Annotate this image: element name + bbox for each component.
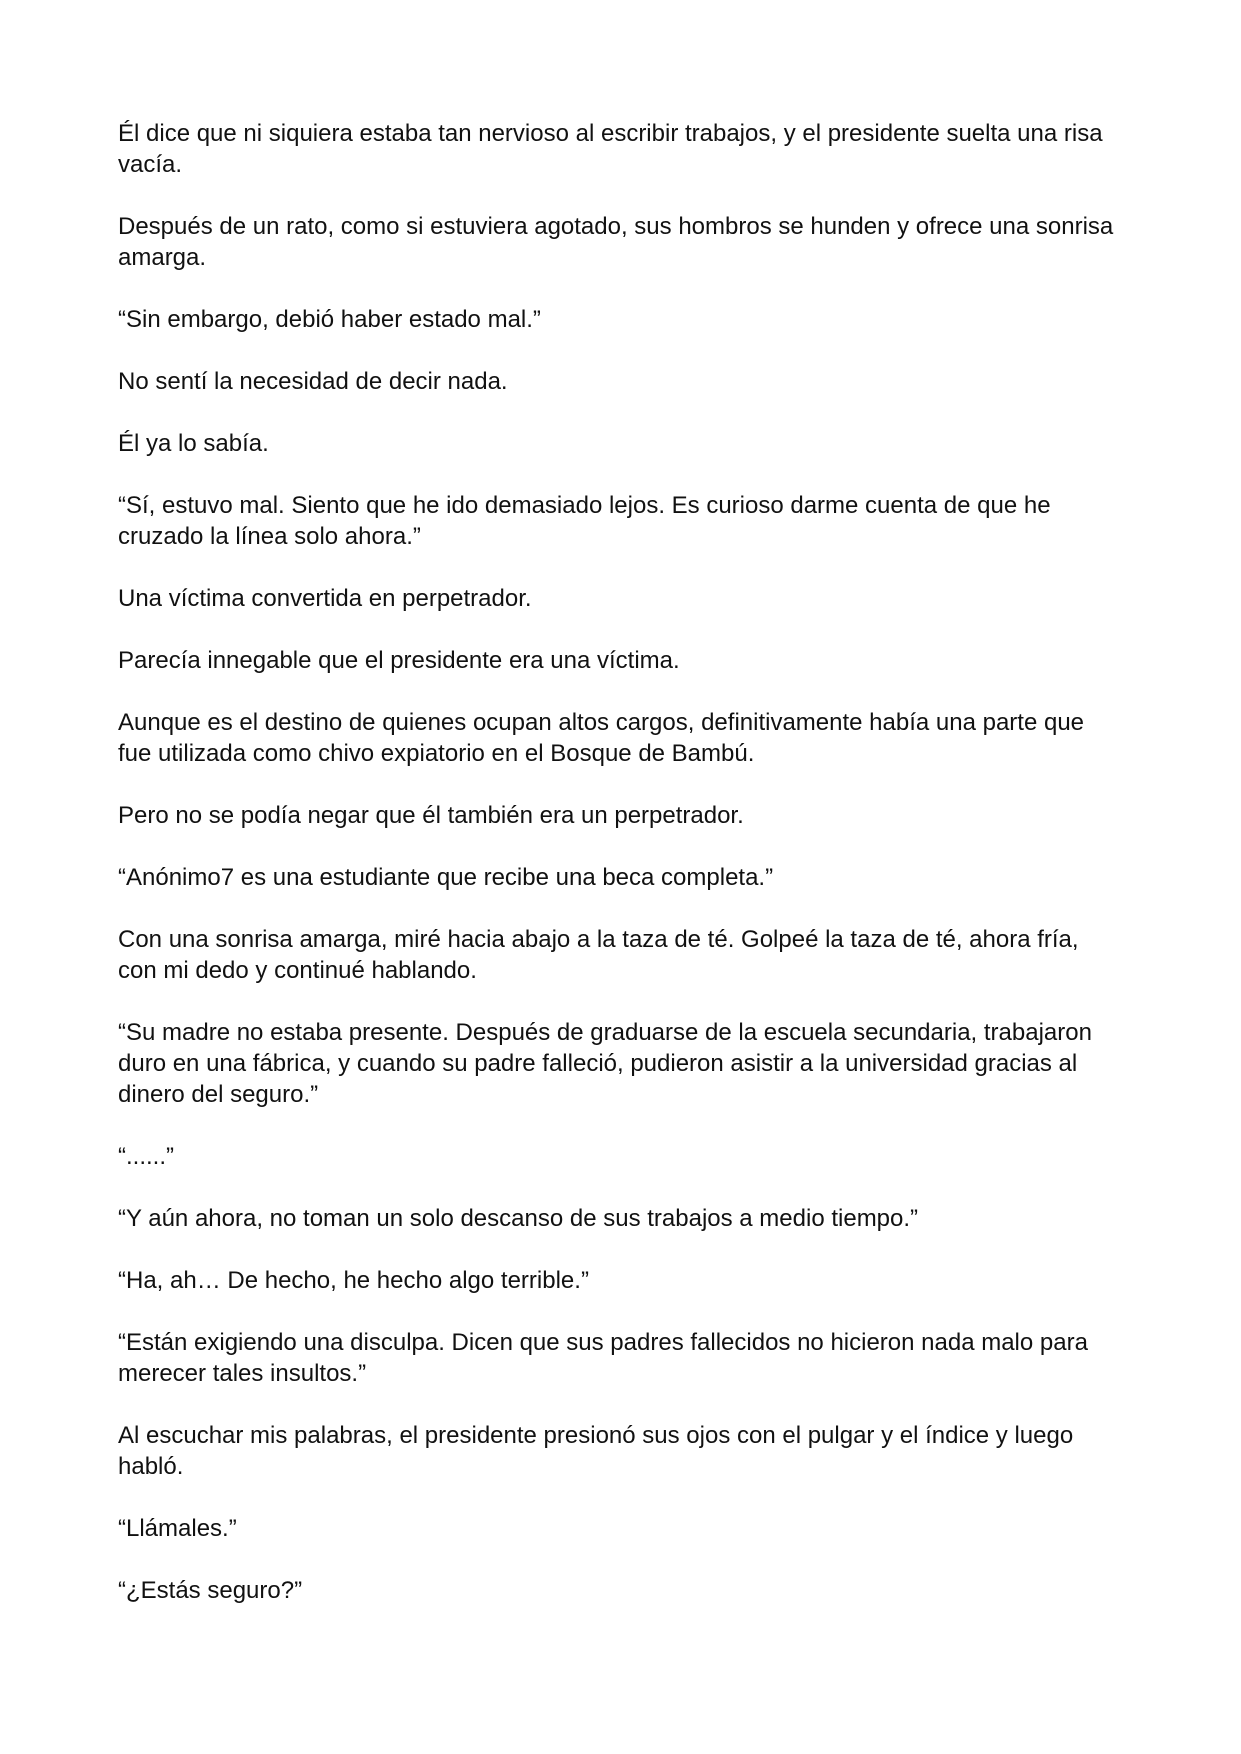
paragraph-3: “Sin embargo, debió haber estado mal.” — [118, 306, 541, 333]
paragraph-20: “¿Estás seguro?” — [118, 1577, 303, 1604]
document-body — [118, 118, 1118, 1637]
paragraph-11: “Anónimo7 es una estudiante que recibe una beca completa.” — [118, 864, 774, 891]
paragraph-1: Él dice que ni siquiera estaba tan nervioso al escribir trabajos, y el presidente suelta una risa vacía. — [118, 120, 1103, 178]
paragraph-16: “Ha, ah… De hecho, he hecho algo terrible.” — [118, 1267, 589, 1294]
paragraph-17: “Están exigiendo una disculpa. Dicen que sus padres fallecidos no hicieron nada malo para merecer tales insultos.” — [118, 1329, 1088, 1387]
paragraph-6: “Sí, estuvo mal. Siento que he ido demasiado lejos. Es curioso darme cuenta de que he cruzado la línea solo ahora.” — [118, 492, 1051, 550]
paragraph-7: Una víctima convertida en perpetrador. — [118, 585, 532, 612]
paragraph-14: “......” — [118, 1143, 174, 1170]
paragraph-5: Él ya lo sabía. — [118, 430, 269, 457]
paragraph-13: “Su madre no estaba presente. Después de graduarse de la escuela secundaria, trabajaron duro en una fábrica, y cuando su padre falleció, pudieron asistir a la universidad gracias al dinero del seguro.” — [118, 1019, 1092, 1108]
paragraph-12: Con una sonrisa amarga, miré hacia abajo a la taza de té. Golpeé la taza de té, ahora fría, con mi dedo y continué hablando. — [118, 926, 1079, 984]
paragraph-15: “Y aún ahora, no toman un solo descanso de sus trabajos a medio tiempo.” — [118, 1205, 919, 1232]
paragraph-4: No sentí la necesidad de decir nada. — [118, 368, 508, 395]
paragraph-9: Aunque es el destino de quienes ocupan altos cargos, definitivamente había una parte que fue utilizada como chivo expiatorio en el Bosque de Bambú. — [118, 709, 1085, 767]
paragraph-8: Parecía innegable que el presidente era una víctima. — [118, 647, 680, 674]
paragraph-18: Al escuchar mis palabras, el presidente presionó sus ojos con el pulgar y el índice y luego habló. — [118, 1422, 1074, 1480]
paragraph-19: “Llámales.” — [118, 1515, 237, 1542]
paragraph-10: Pero no se podía negar que él también era un perpetrador. — [118, 802, 744, 829]
paragraph-2: Después de un rato, como si estuviera agotado, sus hombros se hunden y ofrece una sonrisa amarga. — [118, 213, 1114, 271]
